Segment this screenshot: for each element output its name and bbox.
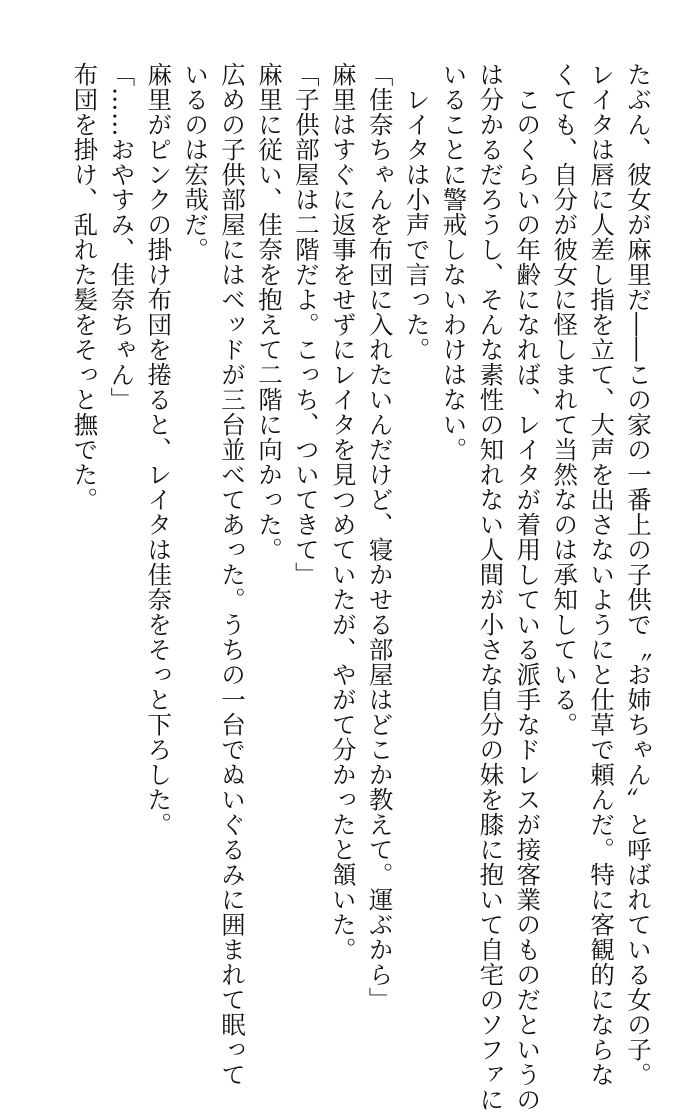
text-line-1: たぶん、彼女が麻里だ――この家の一番上の子供で〝お姉ちゃん〟と呼ばれている女の子。: [624, 62, 653, 1087]
text-line-4: このくらいの年齢になれば、レイタが着用している派手なドレスが接客業のものだというの: [513, 62, 543, 1112]
text-line-7: レイタは小声で言った。: [402, 62, 432, 362]
text-line-12: 広めの子供部屋にはベッドが三台並べてあった。うちの一台でぬいぐるみに囲まれて眠って: [218, 62, 248, 1087]
text-line-11: 麻里に従い、佳奈を抱えて二階に向かった。: [254, 62, 284, 562]
text-line-8: 「佳奈ちゃんを布団に入れたいんだけど、寝かせる部屋はどこか教えて。運ぶから」: [365, 62, 395, 1012]
text-line-2: レイタは唇に人差し指を立て、大声を出さないようにと仕草で頼んだ。特に客観的にならな: [587, 62, 617, 1087]
text-line-16: 布団を掛け、乱れた髪をそっと撫でた。: [70, 62, 100, 512]
text-line-15: 「……おやすみ、佳奈ちゃん」: [107, 62, 137, 412]
text-line-6: いることに警戒しないわけはない。: [439, 62, 469, 462]
text-line-14: 麻里がピンクの掛け布団を捲ると、レイタは佳奈をそっと下ろした。: [144, 62, 174, 837]
body-text: [66, 62, 657, 1112]
text-line-10: 「子供部屋は二階だよ。こっち、ついてきて」: [291, 62, 321, 587]
text-line-5: は分かるだろうし、そんな素性の知れない人間が小さな自分の妹を膝に抱いて自宅のソファに: [476, 62, 506, 1112]
text-line-3: くても、自分が彼女に怪しまれて当然なのは承知している。: [550, 62, 580, 737]
text-line-13: いるのは宏哉だ。: [181, 62, 211, 262]
text-line-9: 麻里はすぐに返事をせずにレイタを見つめていたが、やがて分かったと頷いた。: [328, 62, 358, 962]
